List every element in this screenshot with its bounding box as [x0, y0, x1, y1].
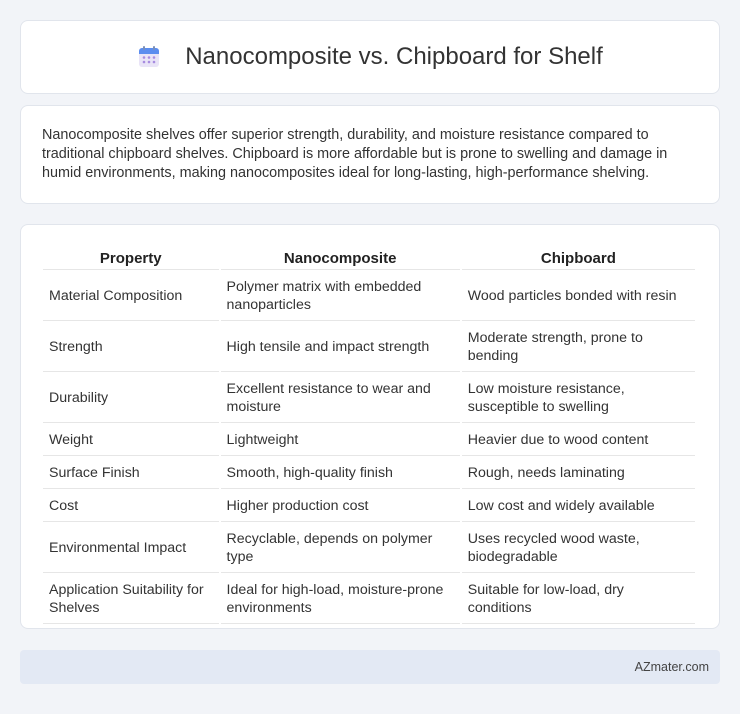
cell-chipboard: Uses recycled wood waste, biodegradable — [462, 524, 695, 573]
cell-chipboard: Rough, needs laminating — [462, 458, 695, 489]
footer-brand[interactable]: AZmater.com — [634, 660, 709, 674]
table-row — [43, 323, 695, 372]
cell-property: Material Composition — [43, 272, 219, 321]
cell-property: Environmental Impact — [43, 524, 219, 573]
table-row — [43, 425, 695, 456]
cell-property: Surface Finish — [43, 458, 219, 489]
table-row — [43, 272, 695, 321]
comparison-table — [41, 245, 697, 626]
cell-property: Cost — [43, 491, 219, 522]
title-card — [20, 20, 720, 94]
table-row — [43, 374, 695, 423]
cell-property: Weight — [43, 425, 219, 456]
cell-chipboard: Suitable for low-load, dry conditions — [462, 575, 695, 624]
table-row — [43, 524, 695, 573]
cell-nanocomposite: Excellent resistance to wear and moisture — [221, 374, 460, 423]
cell-property: Application Suitability for Shelves — [43, 575, 219, 624]
footer — [20, 650, 720, 684]
calendar-icon — [137, 45, 161, 69]
table-row — [43, 491, 695, 522]
summary-card — [20, 105, 720, 204]
table-row — [43, 575, 695, 624]
table-header-row — [43, 247, 695, 270]
cell-nanocomposite: Polymer matrix with embedded nanoparticles — [221, 272, 460, 321]
cell-property: Durability — [43, 374, 219, 423]
cell-chipboard: Low cost and widely available — [462, 491, 695, 522]
cell-nanocomposite: Recyclable, depends on polymer type — [221, 524, 460, 573]
cell-chipboard: Heavier due to wood content — [462, 425, 695, 456]
cell-nanocomposite: Ideal for high-load, moisture-prone environments — [221, 575, 460, 624]
cell-chipboard: Low moisture resistance, susceptible to swelling — [462, 374, 695, 423]
cell-nanocomposite: Lightweight — [221, 425, 460, 456]
header-property: Property — [43, 247, 219, 270]
summary-text: Nanocomposite shelves offer superior strength, durability, and moisture resistance compared to traditional chipboard shelves. Chipboard is more affordable but is prone to swelling and damage in humid environments, making nanocomposites ideal for long-lasting, high-performance shelving. — [42, 127, 668, 181]
page-title: Nanocomposite vs. Chipboard for Shelf — [185, 43, 603, 70]
cell-nanocomposite: Smooth, high-quality finish — [221, 458, 460, 489]
cell-nanocomposite: Higher production cost — [221, 491, 460, 522]
cell-property: Strength — [43, 323, 219, 372]
cell-nanocomposite: High tensile and impact strength — [221, 323, 460, 372]
cell-chipboard: Moderate strength, prone to bending — [462, 323, 695, 372]
cell-chipboard: Wood particles bonded with resin — [462, 272, 695, 321]
table-row — [43, 458, 695, 489]
header-chipboard: Chipboard — [462, 247, 695, 270]
header-nanocomposite: Nanocomposite — [221, 247, 460, 270]
comparison-table-card — [20, 224, 720, 629]
